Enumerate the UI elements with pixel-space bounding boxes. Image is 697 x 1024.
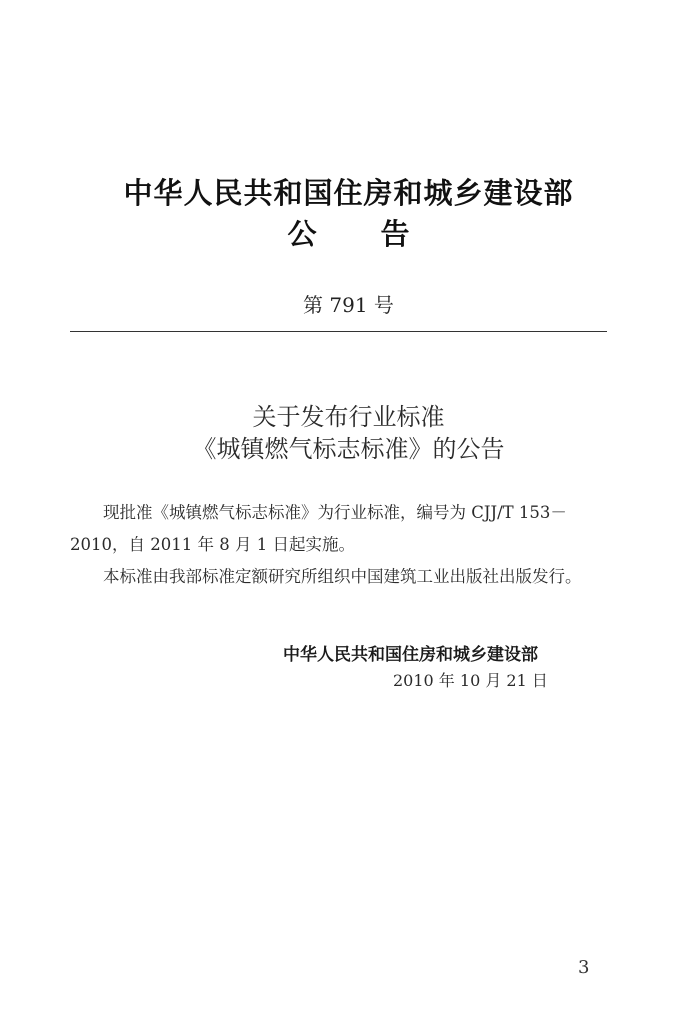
notice-title-char-1: 公 [287,217,317,251]
signature-date: 2010 年 10 月 21 日 [393,671,548,690]
body-paragraph-2-text: 本标准由我部标准定额研究所组织中国建筑工业出版社出版发行。 [103,567,582,586]
ministry-title: 中华人民共和国住房和城乡建设部 [123,176,574,210]
notice-title-char-2: 告 [380,217,410,251]
body-paragraph-2 [70,561,610,593]
subject-line-2: 《城镇燃气标志标准》的公告 [192,435,505,463]
notice-title [0,212,697,253]
divider-line [70,331,607,332]
notice-number: 第 791 号 [303,293,394,317]
subject-line-1: 关于发布行业标准 [252,403,445,431]
body-paragraph-1 [70,497,610,561]
body-paragraph-1-text: 现批准《城镇燃气标志标准》为行业标准，编号为 CJJ/T 153－2010，自 2011 年 8 月 1 日起实施。 [70,503,567,554]
page-number: 3 [578,957,590,978]
signature-organization: 中华人民共和国住房和城乡建设部 [283,645,538,665]
